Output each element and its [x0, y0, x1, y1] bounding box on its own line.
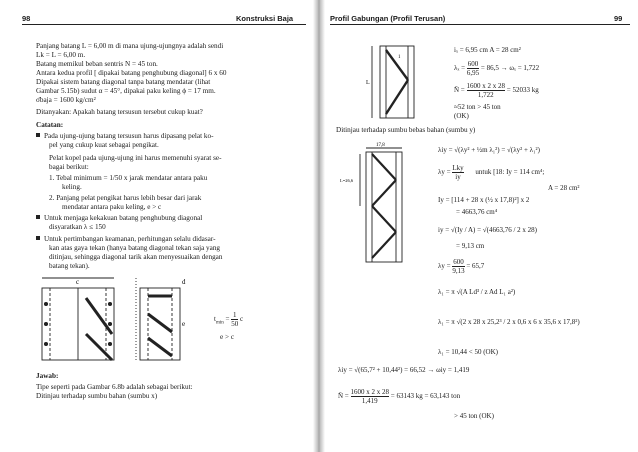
lambda-iy-formula: λiy = √(λy² + ½m λ₁²) = √(λy² + λ₁²)	[438, 146, 540, 154]
jawab-label: Jawab:	[36, 372, 59, 380]
figure-label-L: L	[366, 80, 370, 86]
ly-den: iy	[455, 173, 461, 181]
bullet-3-line-1	[36, 235, 216, 244]
figure-label-1: 1	[398, 55, 401, 60]
lambda-iy-final: λiy = √(65,7² + 10,44²) = 66,52 → ωiy = 1,419	[338, 366, 470, 374]
n2-lhs: N̄ =	[338, 392, 349, 401]
jawab-line-2: Ditinjau terhadap sumbu bahan (sumbu x)	[36, 392, 158, 400]
ly-tail: untuk [18: Iy = 114 cm⁴;	[475, 168, 545, 177]
catatan-label: Catatan:	[36, 121, 64, 129]
bullet-3-text: Untuk pertimbangan keamanan, perhitungan selalu didasar-	[44, 235, 216, 243]
right-header-rule	[330, 24, 630, 25]
jawab-line-1: Tipe seperti pada Gambar 6.8b adalah sebagai berikut:	[36, 383, 193, 391]
bullet-2-text: Untuk menjaga kekakuan batang penghubung diagonal	[44, 214, 203, 222]
lx-lhs: λₓ =	[454, 64, 466, 73]
lambda-x-formula	[454, 60, 539, 77]
problem-line-6: Gambar 5.15b) sudut α = 45°, dipakai paku keling ϕ = 17 mm.	[36, 87, 216, 95]
tmin-num: 1	[232, 311, 237, 319]
l1-rad: √(A Ld³ / z Ad L₁ a²)	[456, 288, 516, 296]
item-2-line-1: 2. Panjang pelat pengikat harus lebih besar dari jarak	[49, 194, 202, 202]
figure-label-e: e	[182, 320, 186, 328]
bullet-2-line-1	[36, 214, 202, 223]
nbar-tail: = 52033 kg	[506, 86, 539, 95]
kopel-line-2: bagai berikut:	[49, 163, 89, 171]
nbar-lhs: N̄ =	[454, 86, 465, 95]
lambda-1-formula	[438, 288, 515, 296]
item-2-line-2: mendatar antara paku keling, e > c	[62, 203, 162, 211]
right-page	[322, 0, 638, 452]
iy-line: Iy = [114 + 28 x (½ x 17,8)²] x 2	[438, 196, 530, 204]
left-header-title: Konstruksi Baja	[236, 14, 294, 23]
problem-line-1: Panjang batang L = 6,00 m di mana ujung-ujungnya adalah sendi	[36, 42, 224, 50]
lx-tail: = 86,5 → ωₓ = 1,722	[480, 64, 540, 73]
left-page	[0, 0, 316, 452]
figure-label-c: c	[76, 278, 80, 286]
lambda-1-value: λ₁ = 10,44 < 50 (OK)	[438, 348, 499, 356]
n2-tail: = 63143 kg = 63,143 ton	[390, 392, 461, 401]
bullet-3-line-2: kan atas gaya tekan (hanya batang diagonal tekan saja yang	[49, 244, 221, 252]
problem-line-4: Antara kedua profil [ dipakai batang penghubung diagonal] 6 x 60	[36, 69, 227, 77]
iy-radius-value: = 9,13 cm	[456, 242, 485, 250]
bullet-icon	[36, 236, 40, 240]
column-figure-y	[340, 140, 410, 265]
left-page-number: 98	[22, 14, 31, 23]
e-gt-c: e > c	[220, 333, 235, 341]
tmin-tail: c	[239, 315, 244, 324]
bullet-3-line-3: ditinjau, sehingga diagonal tarik akan menyesuaikan dengan	[49, 253, 223, 261]
bullet-3-line-4: batang tekan).	[49, 262, 90, 270]
problem-line-5: Dipakai sistem batang diagonal tanpa batang mendatar (lihat	[36, 78, 211, 86]
final-line: > 45 ton (OK)	[454, 412, 494, 420]
nbar-num: 1600 x 2 x 28	[466, 82, 506, 90]
tmin-den: 50	[231, 320, 239, 328]
ly2-lhs: λy =	[438, 262, 451, 271]
bullet-1-line-1	[36, 132, 213, 141]
ok-1: (OK)	[454, 112, 469, 120]
figure-label-L-26-6: L=26,6	[340, 178, 354, 183]
item-1-line-2: keling.	[62, 183, 82, 191]
kopel-line-1: Pelat kopel pada ujung-ujung ini harus memenuhi syarat se-	[49, 154, 222, 162]
lambda-1-subst-formula	[438, 318, 580, 326]
bullet-1-text: Pada ujung-ujung batang tersusun harus dipasang pelat ko-	[44, 132, 214, 140]
ditinjau-sumbu-y: Ditinjau terhadap sumbu bebas bahan (sumbu y)	[336, 126, 476, 134]
tmin-lhs: t	[214, 315, 216, 324]
problem-line-7: σ̄baja = 1600 kg/cm²	[36, 96, 96, 104]
iy2-rad: √(Iy / A) = √(4663,76 / 2 x 28)	[450, 226, 538, 234]
column-figure-x	[366, 40, 426, 120]
lx-num: 600	[467, 60, 479, 68]
l1b-lhs: λ₁ = π	[438, 318, 455, 326]
right-header-title: Profil Gabungan (Profil Terusan)	[330, 14, 446, 23]
lx-den: 6,95	[466, 69, 480, 77]
right-page-number: 99	[614, 14, 623, 23]
lacing-figure	[36, 274, 206, 364]
ly2-tail: = 65,7	[466, 262, 485, 271]
problem-line-3: Batang memikul beban sentris N = 45 ton.	[36, 60, 158, 68]
iy-radius-formula	[438, 226, 537, 234]
l1-lhs: λ₁ = π	[438, 288, 455, 296]
iy-value: = 4663,76 cm⁴	[456, 208, 498, 216]
lambda-y-formula	[438, 164, 544, 181]
ly-lhs: λy =	[438, 168, 451, 177]
approx-line: ≈52 ton > 45 ton	[454, 103, 501, 111]
tmin-formula: $t_{min}$ = $\frac{1}{50}$ c	[214, 311, 244, 328]
bullet-icon	[36, 215, 40, 219]
ly2-num: 600	[453, 258, 464, 266]
iy2-lhs: iy =	[438, 226, 450, 234]
problem-line-2: Lk = L = 6,00 m.	[36, 51, 86, 59]
ix-line: iₓ = 6,95 cm A = 28 cm²	[454, 46, 521, 54]
bullet-1-line-2: pel yang cukup kuat sebagai pengikat.	[49, 141, 159, 149]
lambda-y-value-formula	[438, 258, 484, 275]
question-line: Ditanyakan: Apakah batang tersusun tersebut cukup kuat?	[36, 108, 203, 116]
item-1-line-1: 1. Tebal minimum = 1/50 x jarak mendatar antara paku	[49, 174, 208, 182]
figure-label-17-8: 17,8	[376, 143, 385, 148]
l1b-rad: √(2 x 28 x 25,2³ / 2 x 0,6 x 6 x 35,6 x 17,8²)	[456, 318, 580, 326]
ly-num: Lky	[452, 164, 464, 172]
bullet-icon	[36, 133, 40, 137]
ly2-den: 9,13	[452, 267, 465, 275]
left-header-rule	[22, 24, 306, 25]
nbar-x-formula	[454, 82, 539, 99]
n2-den: 1,419	[361, 397, 378, 405]
nbar-y-formula	[338, 388, 460, 405]
bullet-2-line-2: disyaratkan λ ≤ 150	[49, 223, 106, 231]
area-line: A = 28 cm²	[548, 184, 580, 192]
tmin-sub: min	[215, 320, 224, 326]
n2-num: 1600 x 2 x 28	[350, 388, 390, 396]
figure-label-d: d	[182, 278, 186, 286]
nbar-den: 1,722	[477, 91, 494, 99]
